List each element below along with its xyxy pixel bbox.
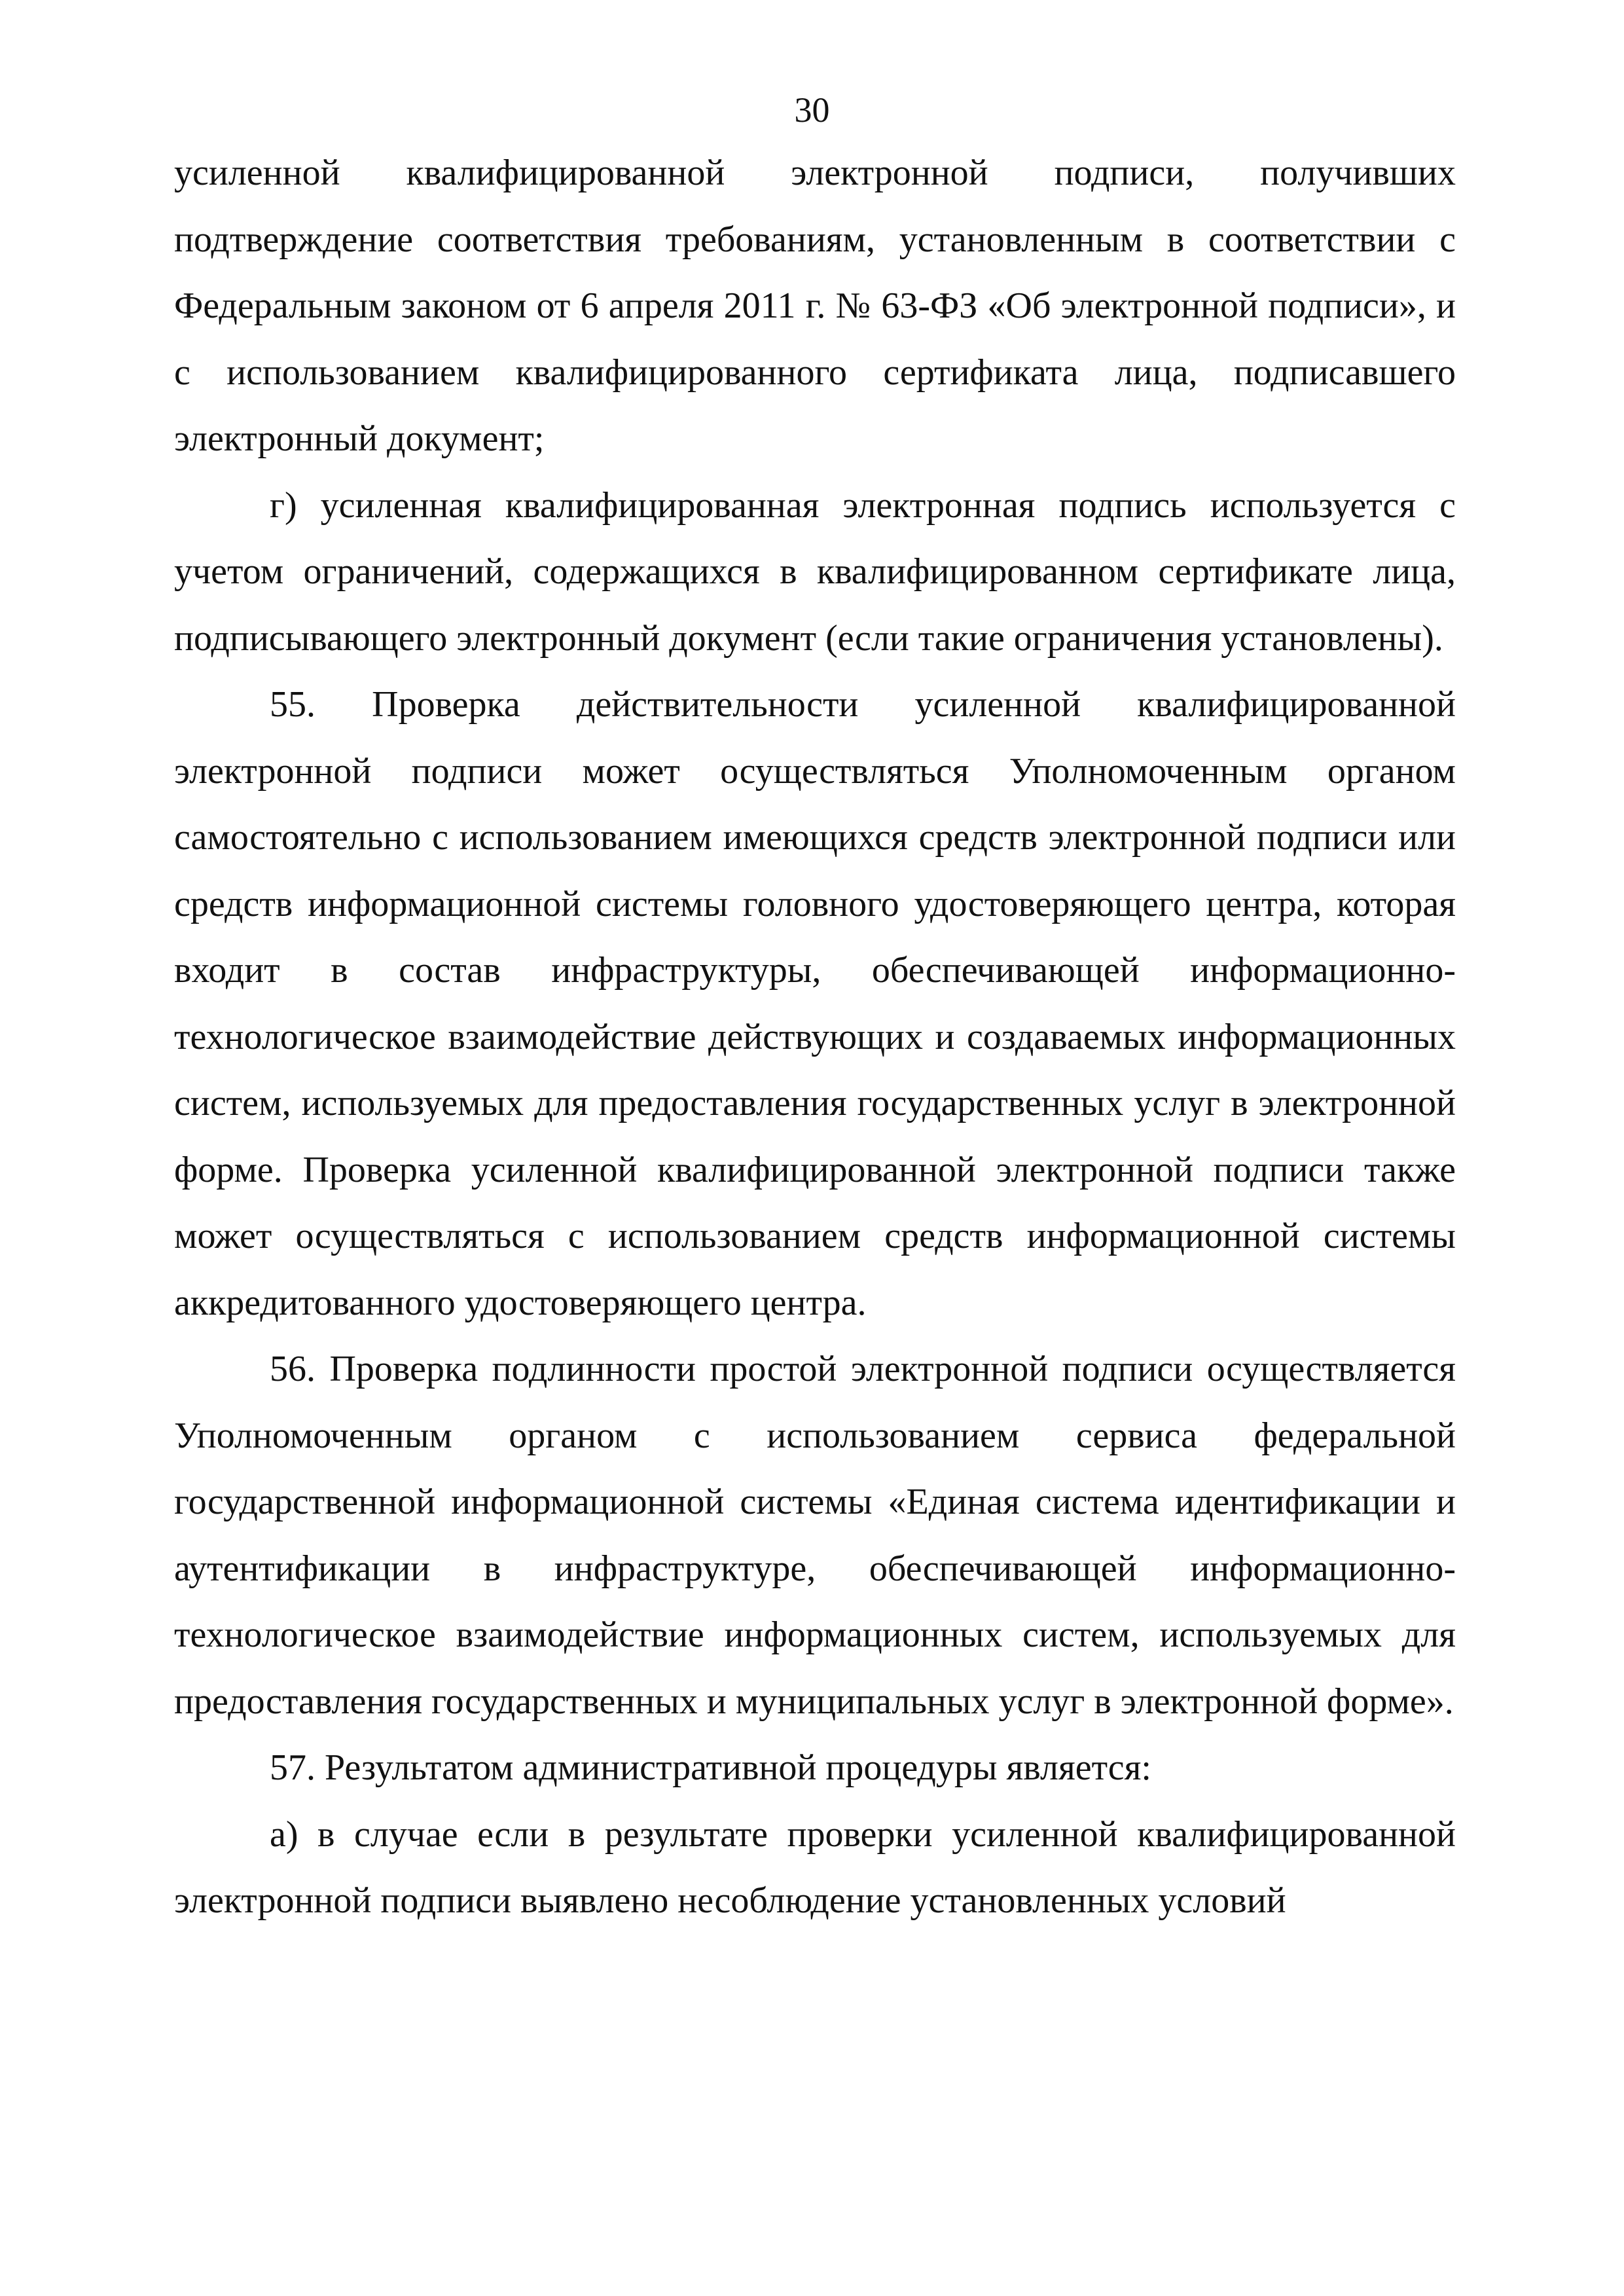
paragraph-item-g: г) усиленная квалифицированная электронная подпись используется с учетом ограничений, содержащихся в квалифицированном сертификате лица, подписывающего электронный документ (если такие ограничения установлены). <box>174 484 1456 659</box>
paragraph-57: 57. Результатом административной процедуры является: <box>270 1747 1151 1788</box>
paragraph-56: 56. Проверка подлинности простой электронной подписи осуществляется Уполномоченным органом с использованием сервиса федеральной государственной информационной системы «Единая система идентификации и аутентификации в инфраструктуре, обеспечивающей информационно-технологическое взаимодействие информационных систем, используемых для предоставления государственных и муниципальных услуг в электронной форме». <box>174 1349 1456 1722</box>
page-number: 30 <box>794 90 830 130</box>
paragraph-item-a: а) в случае если в результате проверки усиленной квалифицированной электронной подписи выявлено несоблюдение установленных условий <box>174 1813 1456 1921</box>
paragraph-continuation: усиленной квалифицированной электронной подписи, получивших подтверждение соответствия требованиям, установленным в соответствии с Федеральным законом от 6 апреля 2011 г. № 63-ФЗ «Об электронной подписи», и с использованием квалифицированного сертификата лица, подписавшего электронный документ; <box>174 153 1456 459</box>
paragraph-55: 55. Проверка действительности усиленной квалифицированной электронной подписи может осуществляться Уполномоченным органом самостоятельно с использованием имеющихся средств электронной подписи или средств информационной системы головного удостоверяющего центра, которая входит в состав инфраструктуры, обеспечивающей информационно-технологическое взаимодействие действующих и создаваемых информационных систем, используемых для предоставления государственных услуг в электронной форме. Проверка усиленной квалифицированной электронной подписи также может осуществляться с использованием средств информационной системы аккредитованного удостоверяющего центра. <box>174 684 1456 1323</box>
document-body <box>174 140 1456 1935</box>
